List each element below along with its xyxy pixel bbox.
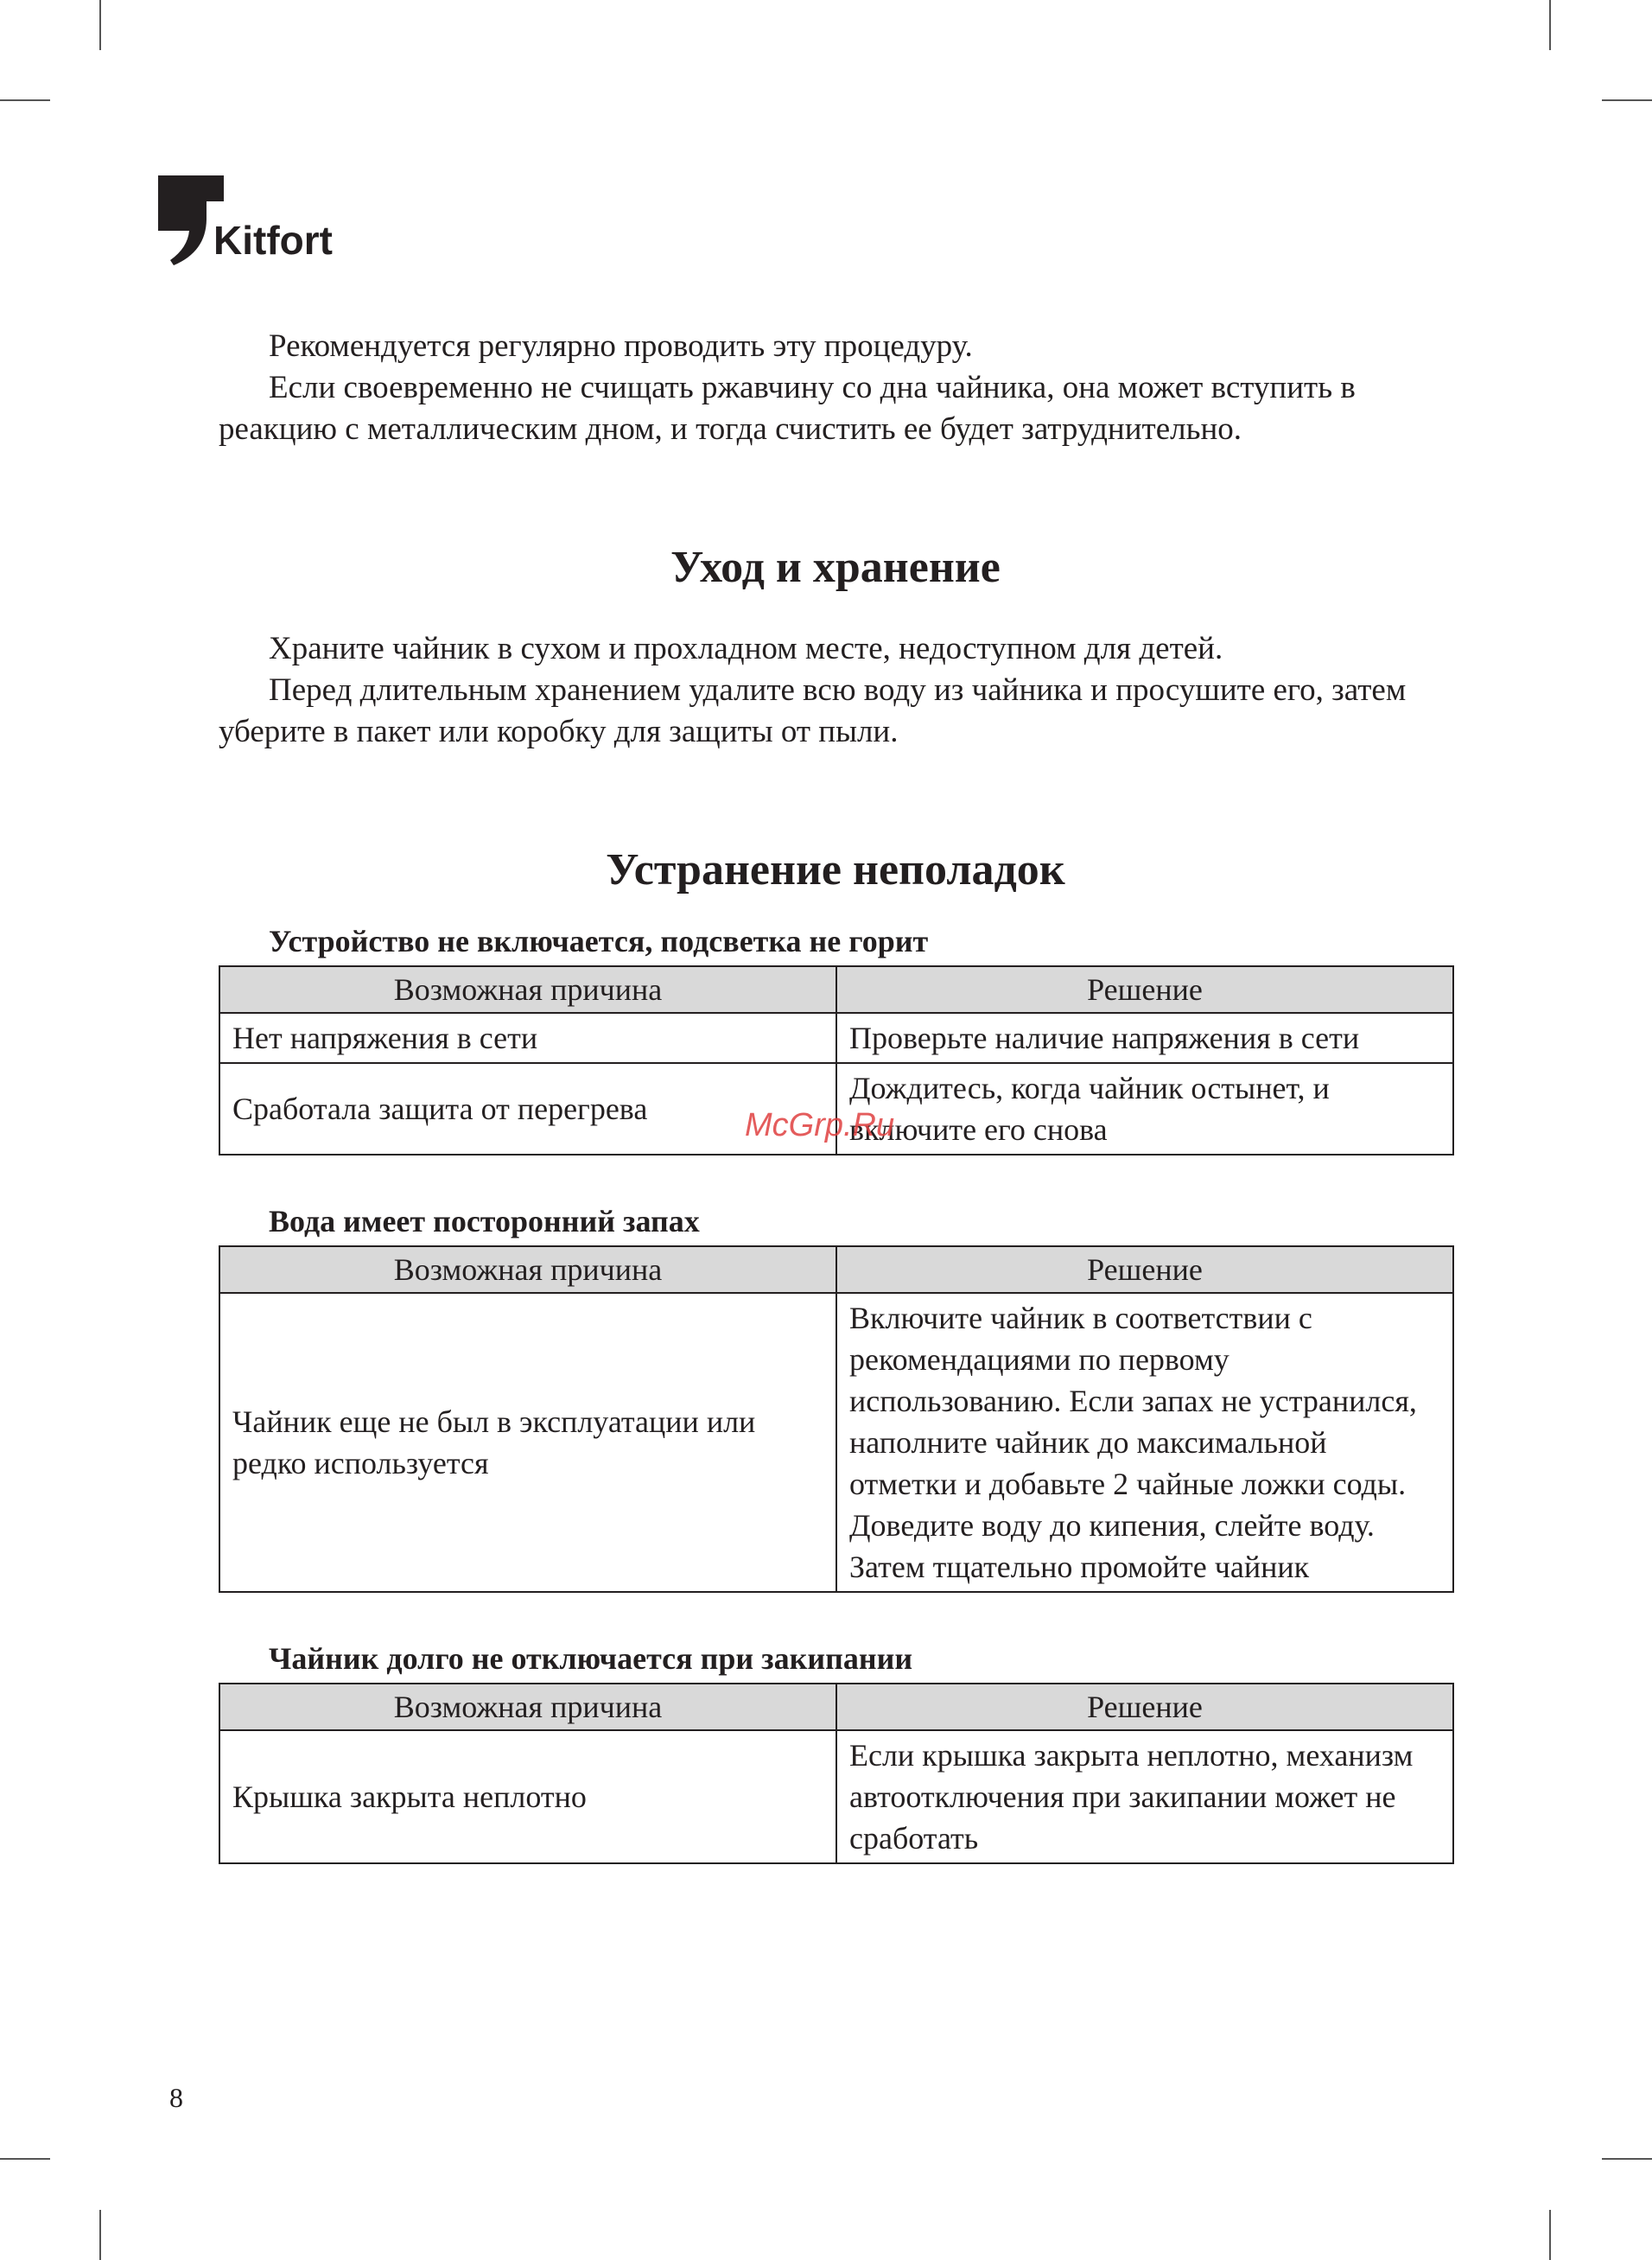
solution-cell: Включите чайник в соответствии с рекомендациями по первому использованию. Если запах не устранился, наполните чайник до максимальной отметки и добавьте 2 чайные ложки соды. Доведите воду до кипения, слейте воду. Затем тщательно промойте чайник	[836, 1293, 1453, 1592]
crop-mark	[99, 2210, 101, 2260]
troubleshooting-section	[219, 844, 1452, 1864]
column-header-cause: Возможная причина	[219, 966, 836, 1013]
brand-name: Kitfort	[213, 218, 333, 263]
table-header-row	[219, 1246, 1453, 1293]
cause-cell: Нет напряжения в сети	[219, 1013, 836, 1063]
crop-mark	[1602, 2158, 1652, 2160]
table-header-row	[219, 1684, 1453, 1730]
column-header-solution: Решение	[836, 1246, 1453, 1293]
crop-mark	[0, 2158, 50, 2160]
crop-mark	[1549, 0, 1551, 50]
crop-mark	[1549, 2210, 1551, 2260]
solution-cell: Дождитесь, когда чайник остынет, и включите его снова	[836, 1063, 1453, 1155]
care-paragraph: Храните чайник в сухом и прохладном месте, недоступном для детей.	[269, 631, 1223, 666]
problem-heading: Чайник долго не отключается при закипании	[269, 1641, 913, 1676]
page-number: 8	[169, 2082, 183, 2113]
troubleshooting-title: Устранение неполадок	[606, 845, 1065, 894]
table-row	[219, 1293, 1453, 1592]
solution-cell: Проверьте наличие напряжения в сети	[836, 1013, 1453, 1063]
problem-heading: Вода имеет посторонний запах	[269, 1204, 700, 1238]
table-row	[219, 1013, 1453, 1063]
cause-cell: Сработала защита от перегрева	[219, 1063, 836, 1155]
page-content	[219, 326, 1452, 1864]
problem-heading: Устройство не включается, подсветка не горит	[269, 924, 929, 958]
care-paragraph: Перед длительным хранением удалите всю воду из чайника и просушите его, затем уберите в пакет или коробку для защиты от пыли.	[219, 672, 1407, 749]
intro-section	[219, 326, 1452, 450]
care-title: Уход и хранение	[670, 543, 1001, 592]
intro-paragraph: Рекомендуется регулярно проводить эту процедуру.	[269, 328, 973, 364]
cause-cell: Крышка закрыта неплотно	[219, 1730, 836, 1863]
table-header-row	[219, 966, 1453, 1013]
troubleshooting-table	[219, 1683, 1454, 1864]
solution-cell: Если крышка закрыта неплотно, механизм автоотключения при закипании может не сработать	[836, 1730, 1453, 1863]
crop-mark	[1602, 99, 1652, 101]
column-header-solution: Решение	[836, 1684, 1453, 1730]
crop-mark	[99, 0, 101, 50]
crop-mark	[0, 99, 50, 101]
cause-cell: Чайник еще не был в эксплуатации или редко используется	[219, 1293, 836, 1592]
column-header-cause: Возможная причина	[219, 1684, 836, 1730]
table-row	[219, 1730, 1453, 1863]
care-section	[219, 542, 1452, 753]
troubleshooting-table	[219, 1245, 1454, 1593]
column-header-cause: Возможная причина	[219, 1246, 836, 1293]
column-header-solution: Решение	[836, 966, 1453, 1013]
intro-paragraph: Если своевременно не счищать ржавчину со дна чайника, она может вступить в реакцию с металлическим дном, и тогда счистить ее будет затруднительно.	[219, 370, 1356, 447]
watermark: McGrp.Ru	[745, 1107, 895, 1143]
